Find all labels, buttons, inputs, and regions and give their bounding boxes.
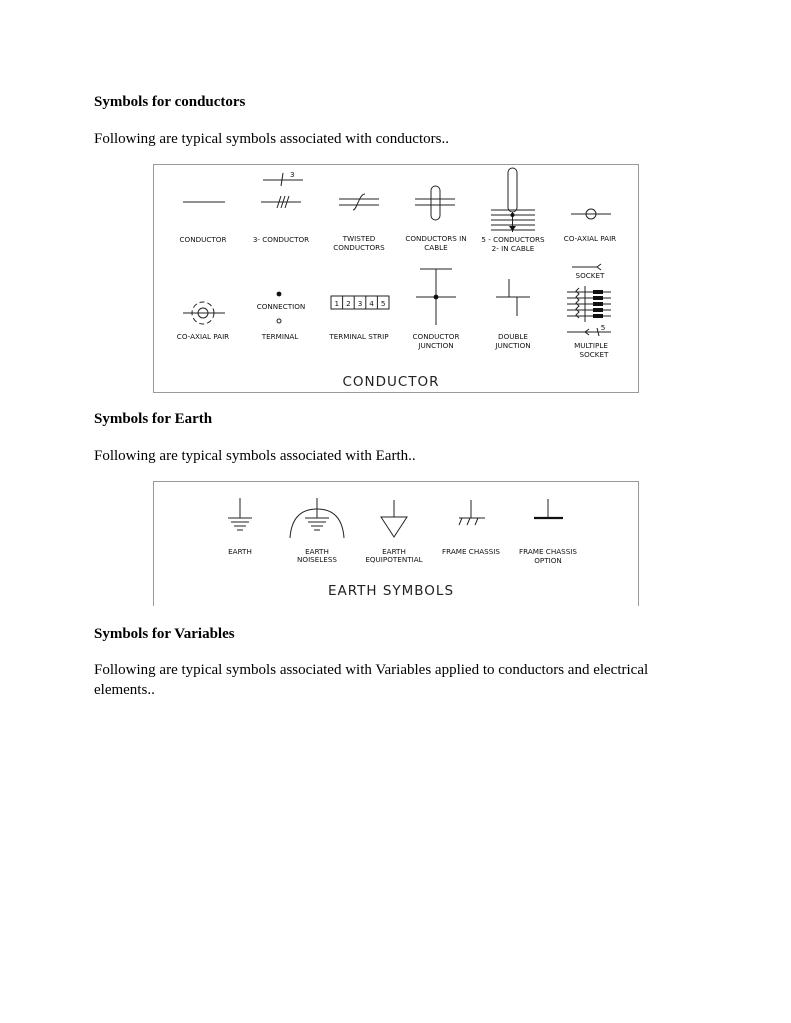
label-frame-chassis: FRAME CHASSIS <box>442 547 500 556</box>
label-three-conductor: 3- CONDUCTOR <box>252 235 310 244</box>
conductor-caption: CONDUCTOR <box>342 374 440 390</box>
three-conductor-symbol <box>261 173 303 208</box>
label-equi-1: EARTH <box>382 547 406 556</box>
frame-chassis-symbol <box>459 500 485 525</box>
label-frame-option-1: FRAME CHASSIS <box>519 547 577 556</box>
label-multiple-2: SOCKET <box>579 350 609 359</box>
paragraph-conductors: Following are typical symbols associated with conductors.. <box>94 131 449 147</box>
label-multiple-mark: 5 <box>600 323 606 332</box>
label-frame-option-2: OPTION <box>534 556 562 565</box>
paragraph-variables: Following are typical symbols associated with Variables applied to conductors and electrical elements.. <box>94 662 649 698</box>
label-coaxial-pair-top: CO-AXIAL PAIR <box>563 234 617 243</box>
earth-symbols-figure <box>153 481 639 606</box>
double-junction-symbol <box>496 279 530 316</box>
label-equi-2: EQUIPOTENTIAL <box>365 555 423 564</box>
frame-chassis-option-symbol <box>534 499 563 518</box>
twisted-conductors-symbol <box>339 194 379 210</box>
label-terminal: TERMINAL <box>261 332 299 341</box>
heading-earth: Symbols for Earth <box>94 411 213 427</box>
five-conductors-symbol <box>491 168 535 232</box>
socket-symbol <box>572 264 601 270</box>
label-socket: SOCKET <box>575 271 605 280</box>
label-double-1: DOUBLE <box>498 332 528 341</box>
heading-conductors: Symbols for conductors <box>94 94 246 110</box>
label-junction-1: CONDUCTOR <box>412 332 460 341</box>
label-noiseless-1: EARTH <box>305 547 329 556</box>
earth-caption: EARTH SYMBOLS <box>327 583 455 599</box>
label-five-cond-1: 5 - CONDUCTORS <box>481 235 545 244</box>
earth-equipotential-symbol <box>381 500 407 537</box>
label-five-cond-2: 2- IN CABLE <box>491 244 535 253</box>
coaxial-pair-top-symbol <box>571 209 611 219</box>
label-double-2: JUNCTION <box>495 341 531 350</box>
label-multiple-1: MULTIPLE <box>574 341 608 350</box>
earth-symbol <box>228 498 252 530</box>
conductor-junction-symbol <box>416 269 456 325</box>
label-connection: CONNECTION <box>256 302 306 311</box>
label-coaxial-pair-bottom: CO-AXIAL PAIR <box>176 332 230 341</box>
label-earth: EARTH <box>228 547 252 556</box>
label-twisted-2: CONDUCTORS <box>333 243 385 252</box>
strip-number: 2 <box>346 299 351 308</box>
strip-number: 1 <box>334 299 340 308</box>
strip-number: 3 <box>357 299 363 308</box>
coaxial-pair-bottom-symbol <box>183 302 225 324</box>
label-three-mark: 3 <box>290 170 295 179</box>
label-terminal-strip: TERMINAL STRIP <box>329 332 389 341</box>
paragraph-earth: Following are typical symbols associated with Earth.. <box>94 448 416 464</box>
conductor-symbols-figure <box>153 164 639 393</box>
strip-number: 5 <box>380 299 386 308</box>
earth-noiseless-symbol <box>290 498 344 538</box>
strip-number: 4 <box>369 299 374 308</box>
conductors-in-cable-symbol <box>415 186 455 220</box>
label-in-cable-2: CABLE <box>424 243 448 252</box>
label-twisted-1: TWISTED <box>342 234 376 243</box>
label-in-cable-1: CONDUCTORS IN <box>405 234 467 243</box>
label-noiseless-2: NOISELESS <box>297 555 337 564</box>
label-junction-2: JUNCTION <box>418 341 454 350</box>
heading-variables: Symbols for Variables <box>94 626 235 642</box>
label-conductor: CONDUCTOR <box>179 235 227 244</box>
